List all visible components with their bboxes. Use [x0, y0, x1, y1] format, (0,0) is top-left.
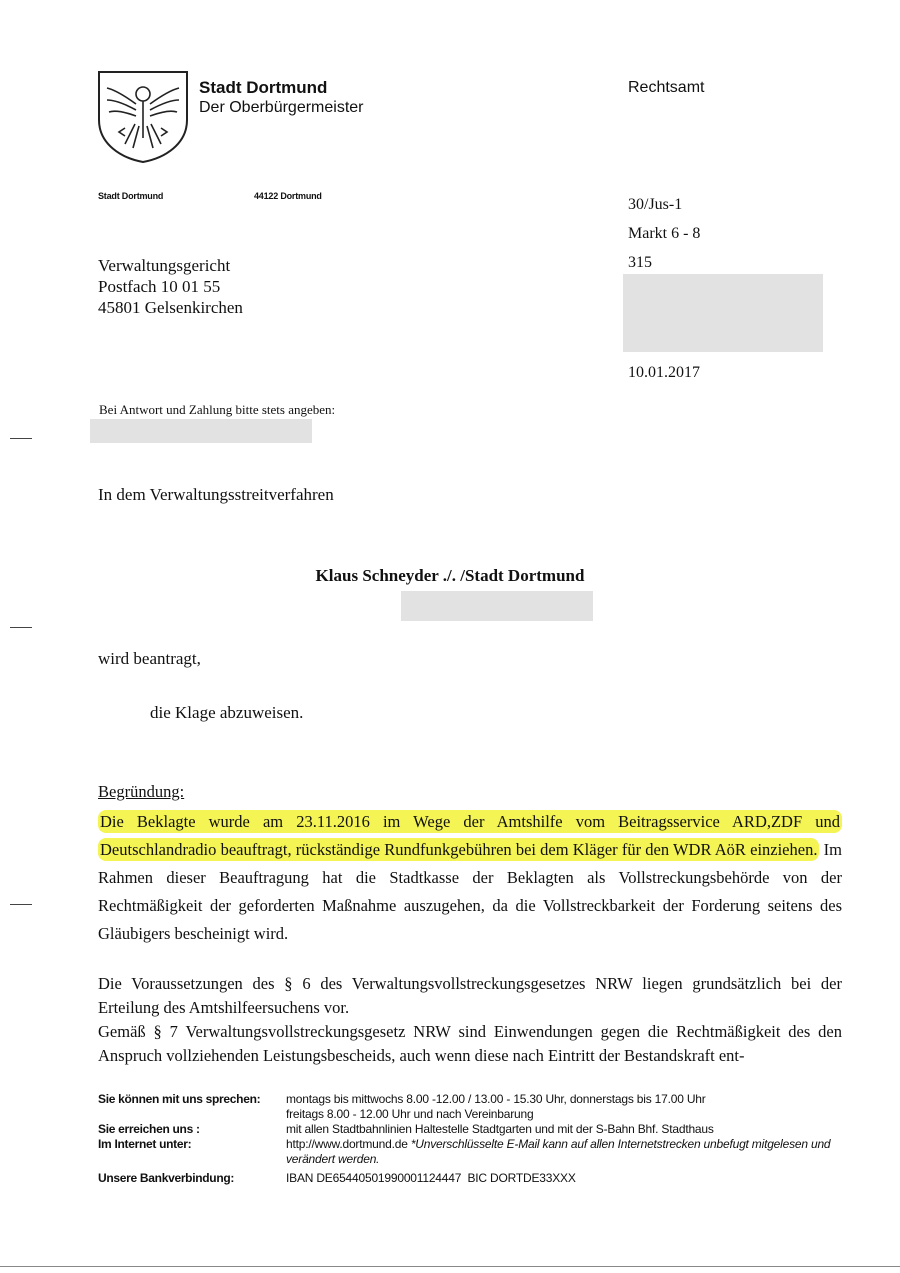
fold-mark [10, 904, 32, 905]
fold-mark [10, 627, 32, 628]
transit-info: mit allen Stadtbahnlinien Haltestelle Stadtgarten und mit der S-Bahn Bhf. Stadthaus [286, 1122, 714, 1136]
request-line: wird beantragt, [98, 649, 201, 668]
contact-hours: montags bis mittwochs 8.00 -12.00 / 13.00 - 15.30 Uhr, donnerstags bis 17.00 Uhr [286, 1092, 706, 1106]
reference-block [628, 190, 700, 277]
email-notice: *Unverschlüsselte E-Mail kann auf allen Internetstrecken unbefugt mitgelesen und verändert werden. [286, 1137, 831, 1166]
website-link[interactable]: http://www.dortmund.de [286, 1137, 408, 1151]
proceeding-intro: In dem Verwaltungsstreitverfahren [98, 485, 334, 504]
bank-bic: BIC DORTDE33XXX [467, 1171, 576, 1185]
paragraph-2: Die Voraussetzungen des § 6 des Verwaltungsvollstreckungsgesetzes NRW liegen grundsätzlich bei der Erteilung des Amtshilfeersuchens vor. [98, 974, 842, 1017]
bank-iban: IBAN DE65440501990001124447 [286, 1171, 462, 1185]
recipient-line: Postfach 10 01 55 [98, 277, 221, 296]
recipient-line: 45801 Gelsenkirchen [98, 298, 243, 317]
reason-paragraph [98, 808, 842, 948]
recipient-line: Verwaltungsgericht [98, 256, 231, 275]
paragraph-3: Gemäß § 7 Verwaltungsvollstreckungsgesetz NRW sind Einwendungen gegen die Rechtmäßigkeit des den Anspruch vollziehenden Leistungsbescheids, auch wenn diese nach Eintritt der Bestandskraft ent- [98, 1022, 842, 1065]
footer-label: Im Internet unter: [98, 1137, 192, 1151]
reference-prompt: Bei Antwort und Zahlung bitte stets angeben: [99, 402, 336, 417]
case-parties: Klaus Schneyder ./. /Stadt Dortmund [315, 566, 585, 585]
ref-room: 315 [628, 254, 652, 271]
sender-postcode: 44122 Dortmund [254, 191, 322, 201]
org-subtitle: Der Oberbürgermeister [199, 99, 364, 116]
redaction-box [401, 591, 593, 621]
eagle-coat-of-arms-icon [95, 68, 191, 164]
footer-label: Sie können mit uns sprechen: [98, 1092, 261, 1106]
contact-hours: freitags 8.00 - 12.00 Uhr und nach Vereinbarung [286, 1107, 534, 1121]
footer-label: Unsere Bankverbindung: [98, 1171, 235, 1185]
fold-mark [10, 438, 32, 439]
motion-line: die Klage abzuweisen. [150, 703, 304, 722]
reasoning-section [98, 782, 842, 1068]
department: Rechtsamt [628, 79, 705, 96]
ref-street: Markt 6 - 8 [628, 225, 701, 242]
reason-heading: Begründung: [98, 782, 185, 801]
footer-label: Sie erreichen uns : [98, 1122, 200, 1136]
highlighted-text: Die Beklagte wurde am 23.11.2016 im Wege der Amtshilfe vom Beitragsservice ARD,ZDF und Deutschlandradio beauftragt, rückständige Rundfunkgebühren bei dem Kläger für den WDR AöR einziehen. [100, 812, 840, 859]
ref-code: 30/Jus-1 [628, 196, 683, 213]
reason-continuation: Im Rahmen dieser Beauftragung hat die Stadtkasse der Beklagten als Vollstreckungsbehörde von der Rechtmäßigkeit der geforderten Maßnahme auszugehen, da die Vollstreckbarkeit der Forderung seitens des Gläubigers bescheinigt wird. [98, 840, 842, 943]
redaction-box [90, 419, 312, 443]
page-edge [0, 1266, 900, 1267]
recipient-address [98, 255, 243, 318]
org-name: Stadt Dortmund [199, 78, 328, 97]
letter-date: 10.01.2017 [628, 364, 700, 381]
footer [98, 1092, 858, 1186]
redaction-box [623, 274, 823, 352]
sender-city: Stadt Dortmund [98, 191, 164, 201]
